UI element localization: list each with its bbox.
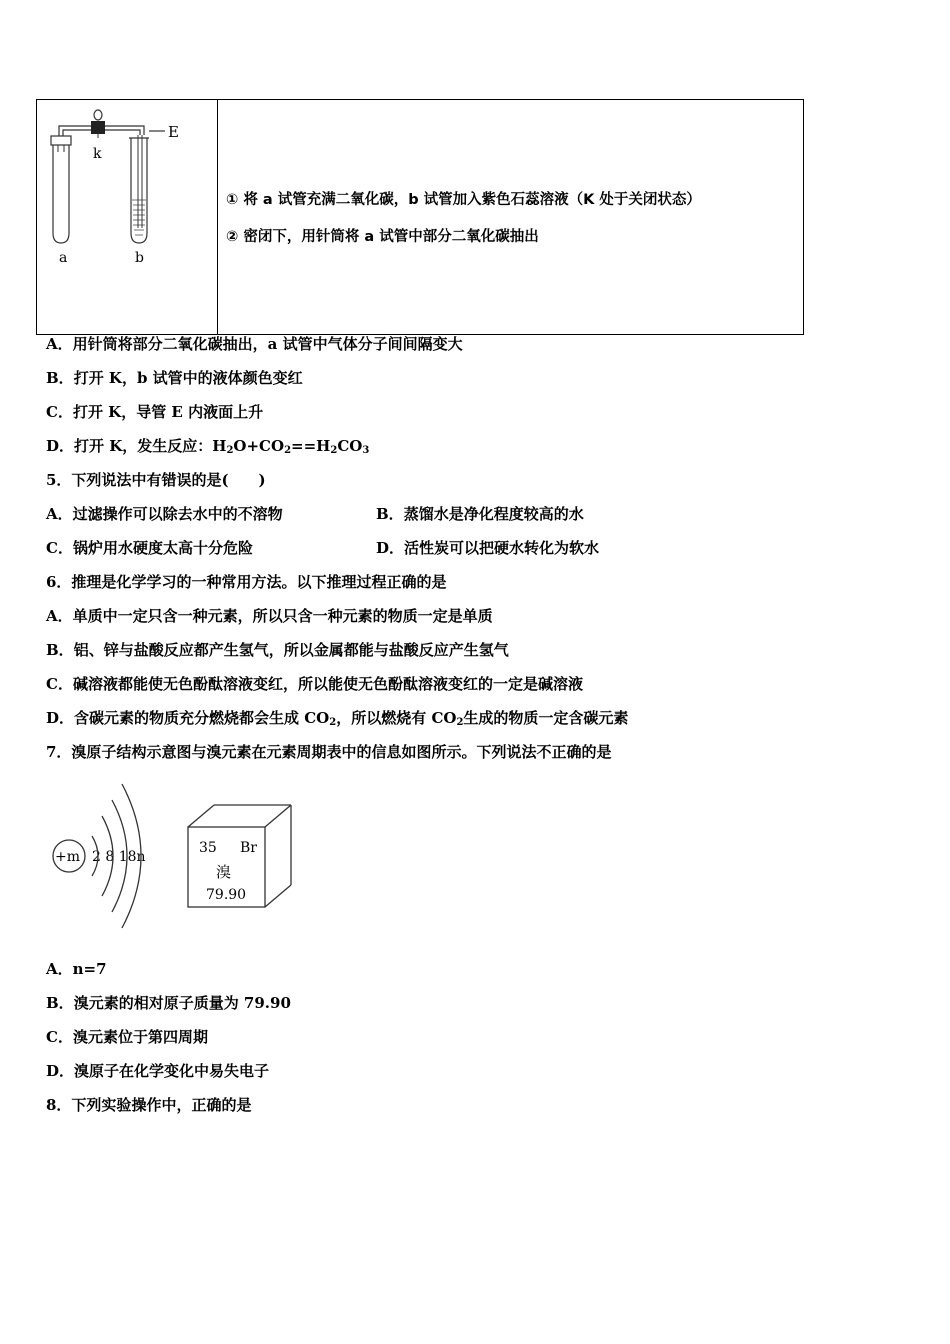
- q7-option-c: C．溴元素位于第四周期: [46, 1028, 208, 1046]
- q4-option-a: A．用针筒将部分二氧化碳抽出，a 试管中气体分子间间隔变大: [46, 335, 463, 353]
- test-tube-apparatus-figure: [37, 100, 217, 330]
- q7-option-b: B．溴元素的相对原子质量为 79.90: [46, 994, 291, 1012]
- q4-option-b: B．打开 K，b 试管中的液体颜色变红: [46, 369, 303, 387]
- q4-option-c: C．打开 K，导管 E 内液面上升: [46, 403, 264, 421]
- q5-stem: 5．下列说法中有错误的是( ): [46, 471, 266, 489]
- q5-row-2: [46, 538, 666, 558]
- q5-row-1: [46, 504, 666, 524]
- experiment-steps-cell: [218, 100, 804, 335]
- experiment-table: [36, 99, 804, 335]
- element-card-bromine: [188, 805, 291, 907]
- bromine-figure: [44, 778, 304, 938]
- nucleus-label: +m: [55, 849, 81, 865]
- label-k: k: [93, 146, 102, 162]
- label-b: b: [135, 250, 144, 266]
- atomic-number: 35: [199, 840, 217, 856]
- q5-option-d: D．活性炭可以把硬水转化为软水: [376, 539, 600, 557]
- atom-structure-diagram: [53, 784, 146, 928]
- q5-option-a: A．过滤操作可以除去水中的不溶物: [46, 505, 283, 523]
- step-2: ② 密闭下，用针筒将 a 试管中部分二氧化碳抽出: [226, 229, 539, 245]
- electron-shells-label: 2 8 18n: [92, 849, 146, 865]
- q7-option-a: A．n=7: [46, 960, 107, 978]
- q8-stem: 8．下列实验操作中，正确的是: [46, 1096, 252, 1114]
- label-a: a: [59, 250, 68, 266]
- step-1: ① 将 a 试管充满二氧化碳，b 试管加入紫色石蕊溶液（K 处于关闭状态）: [226, 192, 701, 208]
- q6-option-b: B．铝、锌与盐酸反应都产生氢气，所以金属都能与盐酸反应产生氢气: [46, 641, 509, 659]
- q4-option-d: D．打开 K，发生反应：$H_2O+CO_2==H_2CO_3$: [46, 437, 370, 456]
- atomic-mass: 79.90: [206, 887, 247, 903]
- q6-stem: 6．推理是化学学习的一种常用方法。以下推理过程正确的是: [46, 573, 447, 591]
- q7-stem: 7．溴原子结构示意图与溴元素在元素周期表中的信息如图所示。下列说法不正确的是: [46, 743, 612, 761]
- label-e: E: [168, 123, 179, 141]
- q6-option-a: A．单质中一定只含一种元素，所以只含一种元素的物质一定是单质: [46, 607, 493, 625]
- q7-option-d: D．溴原子在化学变化中易失电子: [46, 1062, 270, 1080]
- apparatus-figure-cell: [37, 100, 218, 335]
- q6-option-c: C．碱溶液都能使无色酚酞溶液变红，所以能使无色酚酞溶液变红的一定是碱溶液: [46, 675, 583, 693]
- element-name: 溴: [216, 863, 232, 881]
- element-symbol: Br: [240, 840, 257, 856]
- q6-option-d: D．含碳元素的物质充分燃烧都会生成 $CO_2$，所以燃烧有 $CO_2$生成的物质一定含碳元素: [46, 709, 629, 728]
- q5-option-c: C．锅炉用水硬度太高十分危险: [46, 539, 253, 557]
- q5-option-b: B．蒸馏水是净化程度较高的水: [376, 505, 584, 523]
